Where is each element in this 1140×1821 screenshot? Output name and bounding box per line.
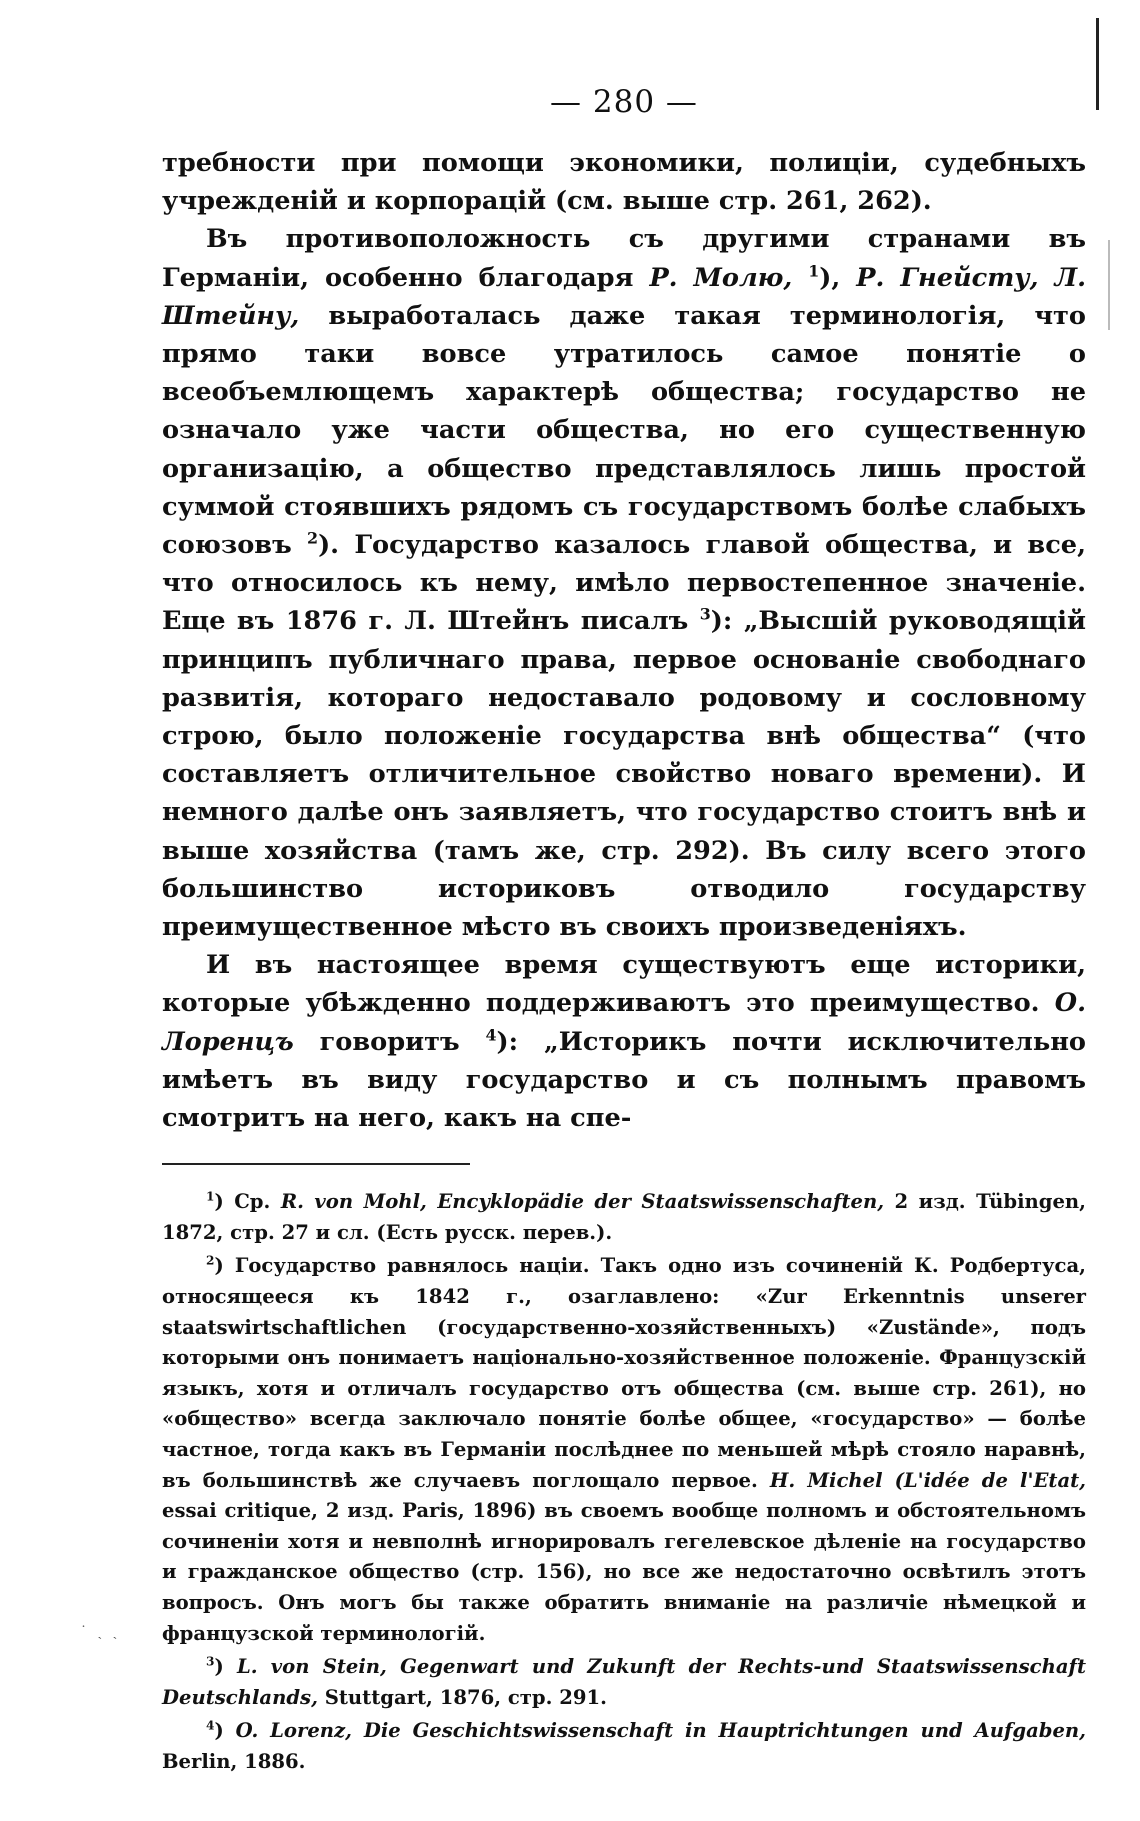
text-run: И въ настоящее время существуютъ еще историки, которые убѣжденно поддерживаютъ это преимущество. [162,950,1086,1019]
footnote-3 [162,1652,1086,1713]
footnote-ref: 4 [485,1025,497,1045]
text-run: говоритъ [293,1026,486,1057]
footnote-mark: 1 [206,1189,215,1204]
footnote-4 [162,1716,1086,1777]
footnote-ref: 3 [699,604,711,624]
text-run: ), [819,262,857,293]
footnotes [162,1187,1086,1777]
text-run: Въ противоположность съ другими странами въ Германіи, особенно благодаря [162,224,1086,293]
footnote-1 [162,1187,1086,1248]
text-run: 2 изд. Tübingen, 1872, стр. 27 и сл. (Есть русск. перев.). [162,1190,1087,1244]
footnote-mark: 3 [206,1654,215,1669]
footnote-mark: 4 [206,1718,215,1733]
page-number: — 280 — [550,84,698,120]
text-run: ): „Историкъ почти исключительно имѣетъ въ виду государство и съ полнымъ правомъ смотритъ на него, какъ на спе- [162,1026,1086,1134]
footnote-divider [162,1163,470,1165]
citation-title: O. Lorenz, Die Geschichtswissenschaft in Hauptrichtungen und Aufgaben, [235,1719,1086,1743]
footnote-2 [162,1251,1086,1649]
text-run: essai critique, 2 изд. Paris, 1896) въ своемъ вообще полномъ и обстоятельномъ сочиненіи хотя и невполнѣ игнорировалъ гегелевское дѣленіе на государство и гражданское общество (стр. 156), но все же недостаточно освѣтилъ этотъ вопросъ. Онъ могъ бы также обратить вниманіе на различіе нѣмецкой и французской терминологій. [162,1499,1086,1645]
citation-title: R. von Mohl, Encyklopädie der Staatswissenschaften, [280,1190,885,1214]
author-names: Р. Гнейсту, Л. Штейну, [162,262,1087,331]
main-text [162,144,1086,1137]
text-run: ) Ср. [214,1190,281,1214]
text-run: Stuttgart, 1876, стр. 291. [317,1685,608,1709]
paragraph-1: требности при помощи экономики, полиціи, судебныхъ учрежденій и корпорацій (см. выше стр. 261, 262). [162,148,1086,217]
footnote-mark: 2 [206,1253,215,1268]
footnote-ref: 1 [808,261,820,281]
text-run: Berlin, 1886. [162,1749,306,1773]
book-page [162,82,1086,1781]
text-run: ): „Высшій руководящій принципъ публичнаго права, первое основаніе свободнаго развитія, котораго недоставало родовому и сословному строю, было положеніе государства внѣ общества“ (что составляетъ отличительное свойство новаго времени). И немного далѣе онъ заявляетъ, что государство стоитъ внѣ и выше хозяйства (тамъ же, стр. 292). Въ силу всего этого большинство историковъ отводило государству преимущественное мѣсто въ своихъ произведеніяхъ. [162,606,1086,943]
text-run: ). Государство казалось главой общества, и все, что относилось къ нему, имѣло первостепенное значеніе. Еще въ 1876 г. Л. Штейнъ писалъ [162,530,1086,637]
text-run: ) Государство равнялось націи. Такъ одно изъ сочиненій К. Родбертуса, относящееся къ 1842 г., озаглавлено: «Zur Erkenntnis unserer staatswirtschaftlichen (государственно-хозяйственныхъ) «Zustände», подъ которыми онъ понимаетъ національно-хозяйственное положеніе. Французскій языкъ, хотя и отличалъ государство отъ общества (см. выше стр. 261), но «общество» всегда заключало понятіе болѣе общее, «государство» — болѣе частное, тогда какъ въ Германіи послѣднее по меньшей мѣрѣ стояло наравнѣ, въ большинствѣ же случаевъ поглощало первое. [162,1254,1086,1492]
author-name: О. Лоренцъ [162,988,1086,1057]
scan-edge-line [1096,18,1099,110]
citation-title: H. Michel (L'idée de l'Etat, [769,1468,1087,1492]
citation-title: L. von Stein, Gegenwart und Zukunft der Rechts-und Staatswissenschaft Deutschlands, [162,1655,1087,1709]
text-run: выработалась даже такая терминологія, что прямо таки вовсе утратилось самое понятіе о всеобъемлющемъ характерѣ общества; государство не означало уже части общества, но его существенную организацію, а общество представлялось лишь простой суммой стоявшихъ рядомъ съ государствомъ болѣе слабыхъ союзовъ [162,300,1086,561]
scan-specks: ˙ ˎ ˏ [80,1624,121,1640]
paragraph-2 [162,220,1086,946]
author-name: Р. Молю, [649,262,793,293]
paragraph-3 [162,946,1086,1137]
footnote-ref: 2 [307,528,319,548]
text-run: ) [214,1719,236,1743]
text-run: ) [214,1655,237,1679]
scan-edge-shadow [1108,240,1110,330]
